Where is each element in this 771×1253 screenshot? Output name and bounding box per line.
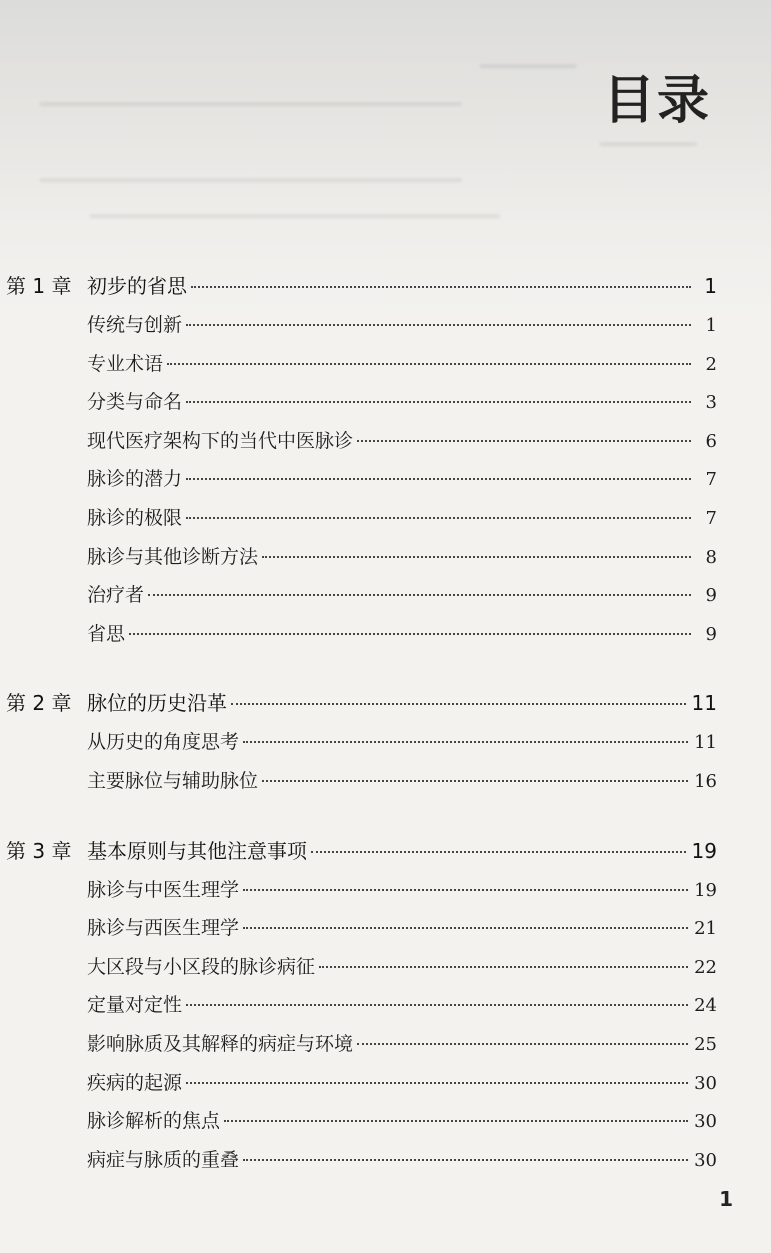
page-number: 25: [694, 1033, 717, 1055]
page-number: 30: [694, 1149, 717, 1171]
page-number: 7: [705, 507, 717, 529]
dot-leader: [243, 1159, 688, 1161]
page-number: 21: [694, 918, 717, 940]
chapter-number: 第 2 章: [6, 691, 72, 716]
page-number: 30: [694, 1111, 717, 1133]
dot-leader: [186, 1082, 688, 1084]
table-of-contents: [0, 270, 771, 1213]
toc-entry-row[interactable]: [0, 349, 771, 388]
toc-entry-row[interactable]: [0, 464, 771, 503]
entry-title: 传统与创新: [87, 314, 183, 336]
toc-chapter-row[interactable]: [0, 270, 771, 310]
page-number: 1: [705, 315, 717, 336]
chapter-title: 脉位的历史沿革: [87, 691, 227, 716]
dot-leader: [129, 633, 691, 635]
chapter-number: 第 1 章: [6, 274, 72, 298]
chapter-section-2: [0, 687, 771, 804]
entry-title: 疾病的起源: [87, 1071, 183, 1094]
toc-entry-row[interactable]: [0, 766, 771, 805]
chapter-section-3: [0, 835, 771, 1184]
dot-leader: [186, 401, 691, 403]
entry-title: 影响脉质及其解释的病症与环境: [87, 1032, 354, 1055]
chapter-title: 基本原则与其他注意事项: [87, 838, 307, 863]
dot-leader: [243, 889, 688, 891]
page-title: 目录: [602, 71, 711, 131]
toc-entry-row[interactable]: [0, 1029, 771, 1068]
toc-entry-row[interactable]: [0, 542, 771, 581]
page-number: 3: [705, 392, 717, 414]
dot-leader: [262, 780, 688, 782]
toc-entry-row[interactable]: [0, 503, 771, 542]
page-number: 6: [705, 430, 717, 452]
page-number: 24: [694, 995, 717, 1017]
toc-entry-row[interactable]: [0, 727, 771, 766]
dot-leader: [243, 741, 688, 743]
toc-entry-row[interactable]: [0, 875, 771, 914]
entry-title: 脉诊与中医生理学: [87, 878, 240, 901]
dot-leader: [186, 1004, 688, 1006]
page-number: 2: [705, 353, 717, 375]
page-number: 30: [694, 1072, 717, 1094]
entry-title: 脉诊解析的焦点: [87, 1110, 221, 1133]
toc-entry-row[interactable]: [0, 1068, 771, 1107]
toc-entry-row[interactable]: [0, 952, 771, 991]
dot-leader: [262, 556, 691, 558]
entry-title: 主要脉位与辅助脉位: [87, 769, 259, 792]
page-number: 7: [705, 469, 717, 491]
entry-title: 脉诊的潜力: [87, 468, 183, 491]
page-number: 1: [704, 274, 717, 298]
page-number: 19: [694, 879, 717, 901]
dot-leader: [357, 1043, 688, 1045]
dot-leader: [148, 594, 691, 596]
toc-entry-row[interactable]: [0, 310, 771, 349]
dot-leader: [224, 1120, 688, 1122]
entry-title: 分类与命名: [87, 391, 183, 414]
page-number: 9: [705, 623, 717, 645]
dot-leader: [231, 703, 686, 705]
dot-leader: [357, 440, 691, 442]
toc-entry-row[interactable]: [0, 913, 771, 952]
dot-leader: [319, 966, 688, 968]
dot-leader: [191, 286, 691, 288]
entry-title: 脉诊的极限: [87, 506, 183, 529]
page-number: 19: [691, 838, 717, 863]
entry-title: 脉诊与西医生理学: [87, 917, 240, 940]
page-number: 11: [691, 691, 717, 716]
toc-entry-row[interactable]: [0, 1106, 771, 1145]
entry-title: 定量对定性: [87, 994, 183, 1017]
toc-entry-row[interactable]: [0, 1145, 771, 1184]
entry-title: 省思: [87, 622, 126, 645]
show-through-text: ━━━━━━━━ ━━━━━━━━━━━━━━━━━━━━━━━━━━━━━━━━━━━ ━━━━━━━━ ━━━━━━━━━━━━━━━━━━━━━━━━━━━━━━━━━━━ ━━━━━━━━━━━━━━━━━━━━━━━━━━━━━━━━━━: [40, 54, 697, 228]
page-number: 11: [694, 732, 717, 754]
page-number: 9: [705, 585, 717, 607]
toc-entry-row[interactable]: [0, 426, 771, 465]
dot-leader: [311, 851, 686, 853]
dot-leader: [167, 363, 691, 365]
entry-title: 大区段与小区段的脉诊病征: [87, 955, 316, 978]
dot-leader: [186, 478, 691, 480]
toc-entry-row[interactable]: [0, 990, 771, 1029]
page-number: 22: [694, 956, 717, 978]
chapter-title: 初步的省思: [87, 274, 187, 298]
toc-entry-row[interactable]: [0, 580, 771, 619]
toc-chapter-row[interactable]: [0, 835, 771, 875]
entry-title: 现代医疗架构下的当代中医脉诊: [87, 429, 354, 452]
dot-leader: [186, 517, 691, 519]
entry-title: 脉诊与其他诊断方法: [87, 545, 259, 568]
toc-entry-row[interactable]: [0, 387, 771, 426]
entry-title: 专业术语: [87, 352, 164, 375]
page-number: 8: [705, 546, 717, 568]
dot-leader: [186, 324, 691, 326]
chapter-section-1: [0, 270, 771, 657]
page-folio-number: 1: [719, 1187, 733, 1211]
page-number: 16: [694, 770, 717, 792]
toc-entry-row[interactable]: [0, 619, 771, 658]
entry-title: 从历史的角度思考: [87, 731, 240, 754]
entry-title: 治疗者: [87, 584, 145, 607]
toc-chapter-row[interactable]: [0, 687, 771, 727]
chapter-number: 第 3 章: [6, 838, 72, 863]
entry-title: 病症与脉质的重叠: [87, 1148, 240, 1171]
dot-leader: [243, 927, 688, 929]
